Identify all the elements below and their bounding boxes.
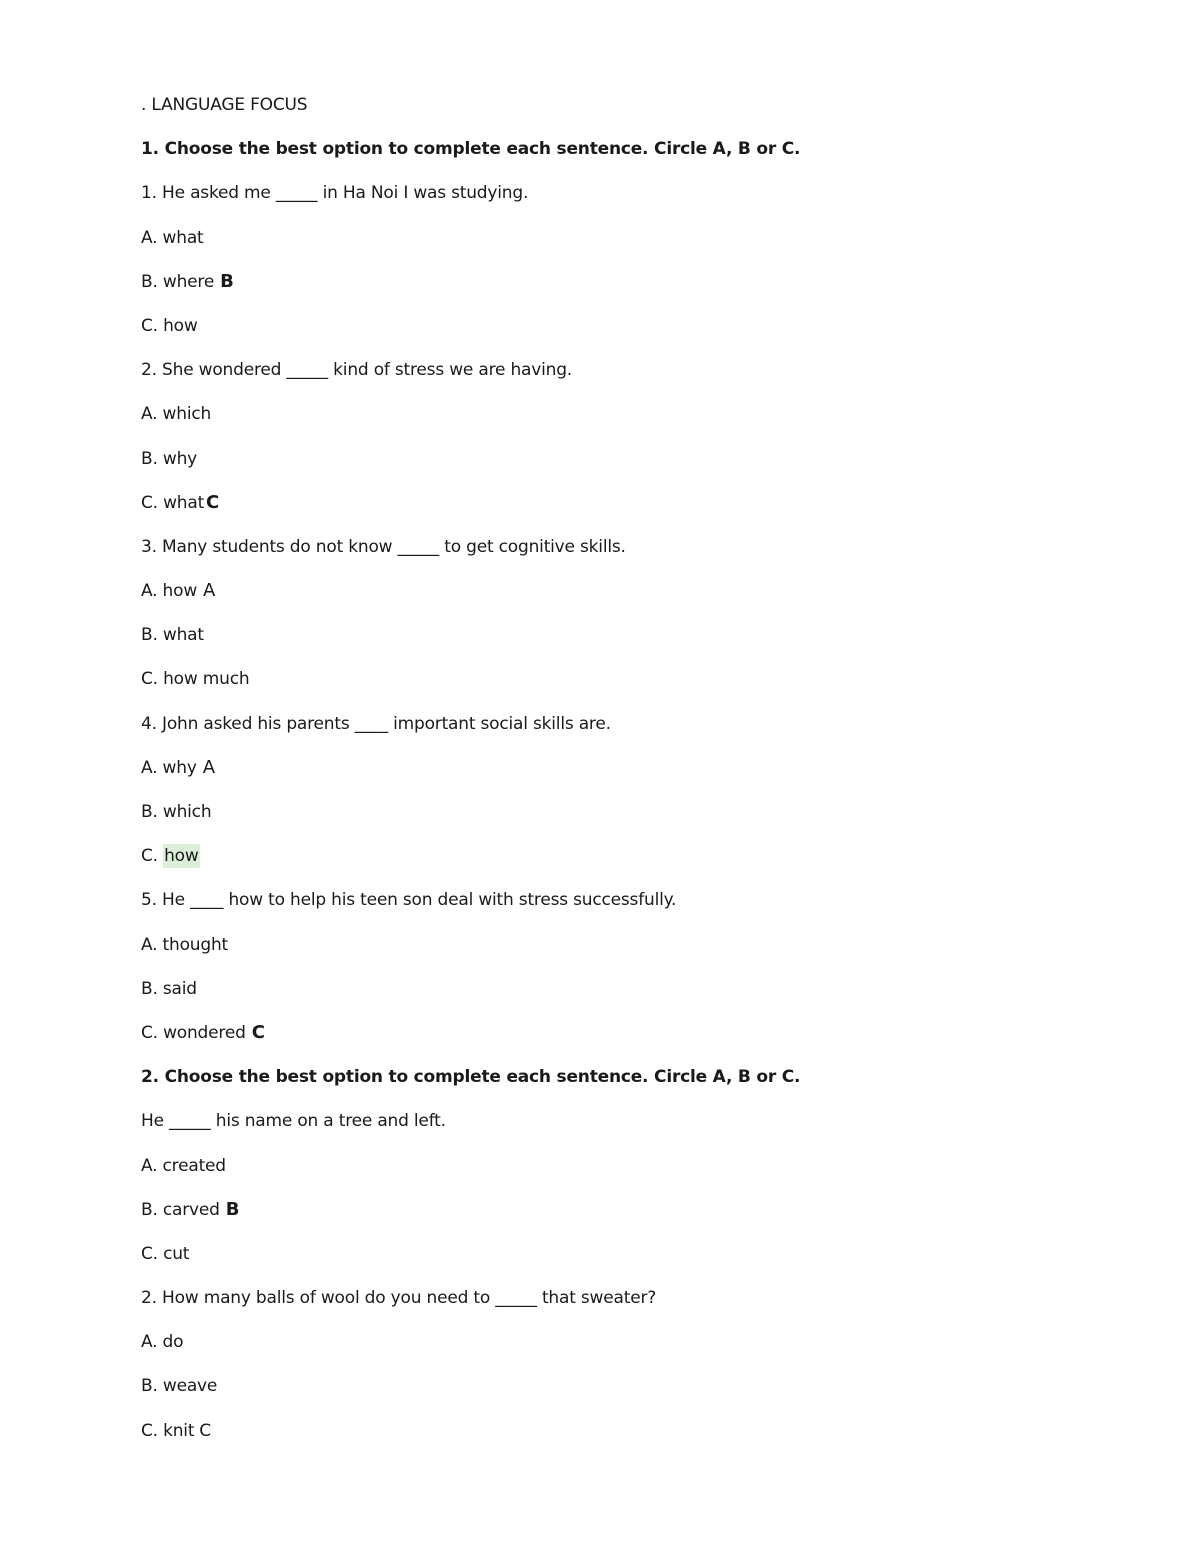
option-text: B. weave <box>141 1376 218 1397</box>
option-line <box>141 1327 1101 1371</box>
question-stem: 4. John asked his parents ____ important social skills are. <box>141 713 611 734</box>
option-text: A. which <box>141 404 212 425</box>
document-content <box>141 90 1101 1460</box>
option-text: A. what <box>141 227 204 248</box>
option-line <box>141 576 1101 620</box>
option-line <box>141 488 1101 532</box>
option-text: A. created <box>141 1155 226 1176</box>
option-line <box>141 1195 1101 1239</box>
option-text: C. wondered <box>141 1022 246 1043</box>
answer-mark: B <box>225 1198 240 1220</box>
option-text: A. thought <box>141 934 228 955</box>
option-line <box>141 223 1101 267</box>
document-title: . LANGUAGE FOCUS <box>141 95 308 115</box>
question-stem: 3. Many students do not know _____ to get cognitive skills. <box>141 536 626 557</box>
answer-mark: A <box>203 580 216 602</box>
section-heading: 1. Choose the best option to complete each sentence. Circle A, B or C. <box>141 139 801 160</box>
option-text: B. said <box>141 978 197 999</box>
option-text: C. what <box>141 492 205 513</box>
answer-mark: C <box>251 1021 265 1043</box>
question-stem: He _____ his name on a tree and left. <box>141 1111 446 1132</box>
option-line <box>141 1416 1101 1460</box>
option-line <box>141 620 1101 664</box>
option-line <box>141 399 1101 443</box>
option-line <box>141 664 1101 708</box>
option-line <box>141 841 1101 885</box>
section-heading: 2. Choose the best option to complete each sentence. Circle A, B or C. <box>141 1067 801 1088</box>
highlighted-text: how <box>164 846 199 867</box>
question-stem: 2. How many balls of wool do you need to _____ that sweater? <box>141 1288 657 1309</box>
option-line <box>141 267 1101 311</box>
option-text: B. carved <box>141 1199 220 1220</box>
option-text: C. cut <box>141 1243 190 1264</box>
option-line <box>141 797 1101 841</box>
option-line <box>141 311 1101 355</box>
option-line <box>141 974 1101 1018</box>
option-line <box>141 1371 1101 1415</box>
option-text: B. what <box>141 625 204 646</box>
option-text: C. how much <box>141 669 250 690</box>
option-text: B. where <box>141 271 215 292</box>
answer-mark: C <box>206 491 220 513</box>
option-line <box>141 1151 1101 1195</box>
option-text: B. why <box>141 448 198 469</box>
option-text: A. do <box>141 1332 184 1353</box>
option-text: B. which <box>141 802 212 822</box>
option-line <box>141 753 1101 797</box>
option-text: C. how <box>141 315 198 336</box>
option-text: A. why <box>141 757 197 778</box>
question-stem: 5. He ____ how to help his teen son deal with stress successfully. <box>141 890 677 911</box>
question-stem: 1. He asked me _____ in Ha Noi I was studying. <box>141 183 529 204</box>
option-text: A. how <box>141 581 198 602</box>
option-text: C. <box>141 846 164 867</box>
answer-mark: A <box>202 756 215 778</box>
answer-mark: C <box>199 1420 211 1441</box>
option-line <box>141 930 1101 974</box>
answer-mark: B <box>220 270 234 292</box>
option-line <box>141 1018 1101 1062</box>
option-line <box>141 1239 1101 1283</box>
option-text: C. knit <box>141 1420 195 1441</box>
option-line <box>141 444 1101 488</box>
question-stem: 2. She wondered _____ kind of stress we are having. <box>141 360 573 381</box>
